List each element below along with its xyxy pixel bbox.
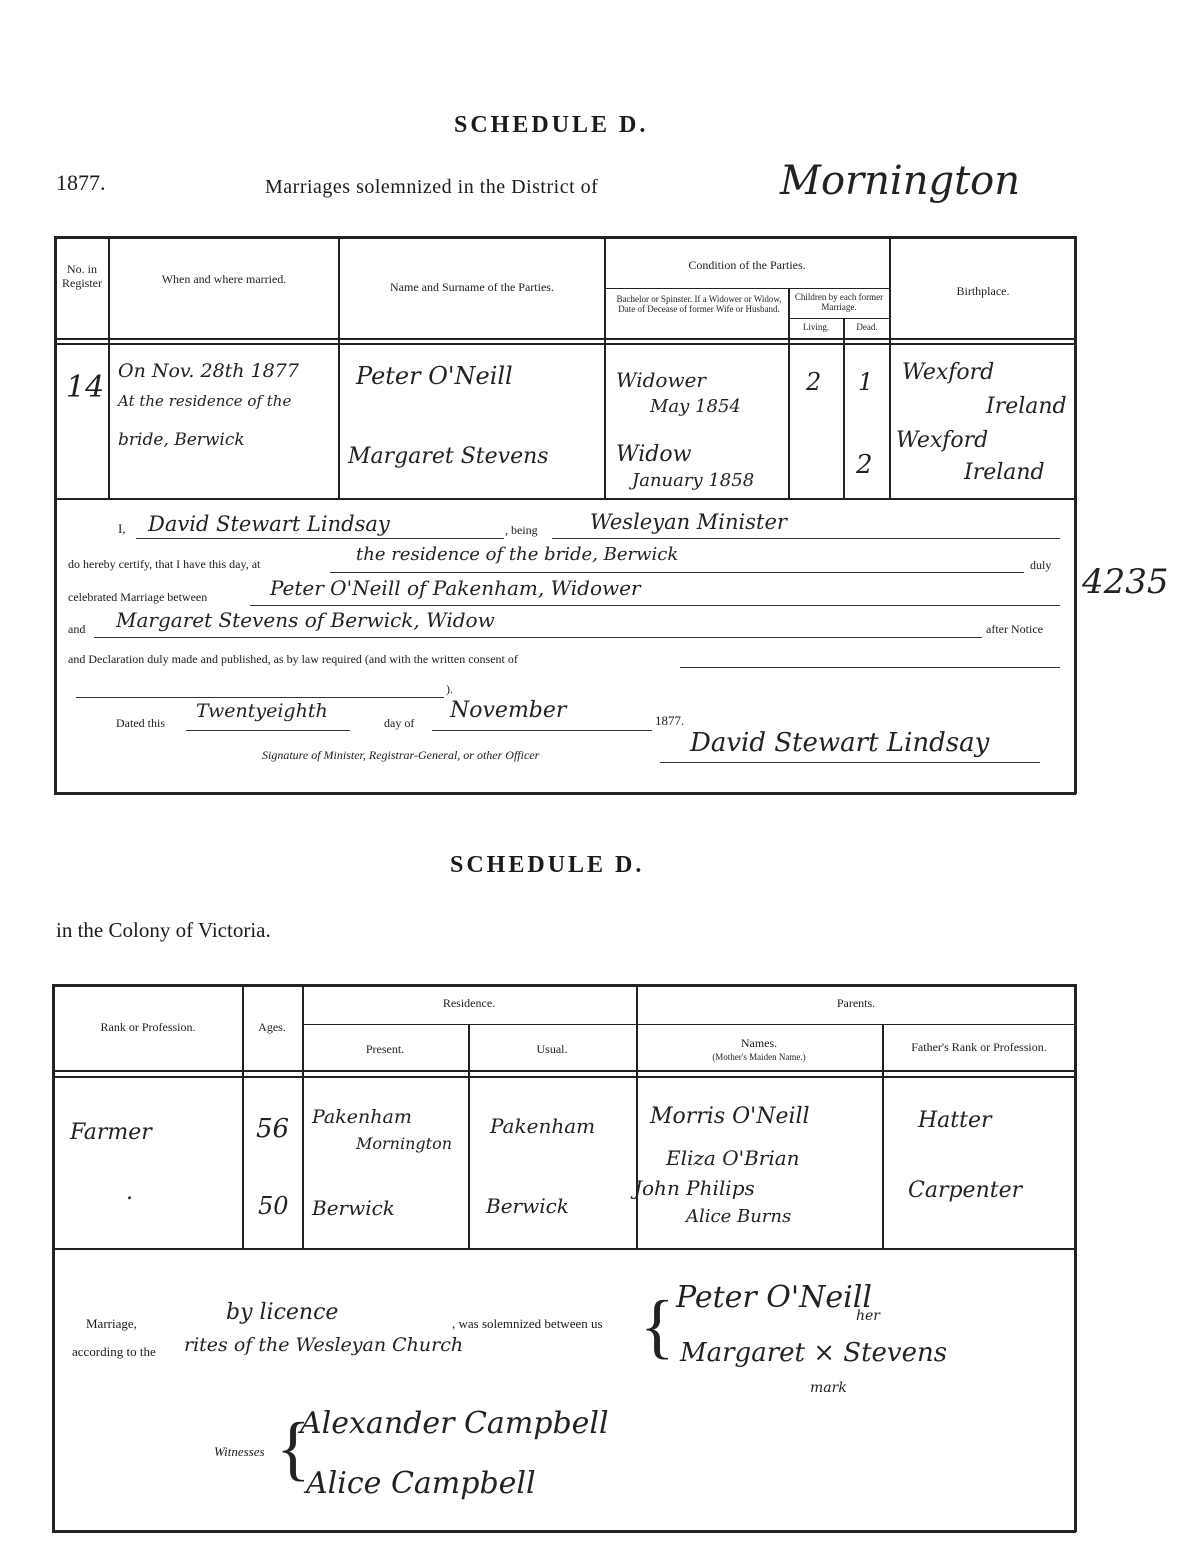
entry-bride-condition: Widow <box>616 442 692 467</box>
cert-signature: David Stewart Lindsay <box>690 728 990 758</box>
table2-right-border <box>1074 984 1077 1532</box>
col-header-condition: Condition of the Parties. <box>688 258 806 272</box>
row1-father-rank: Hatter <box>918 1108 992 1133</box>
entry-when-2: At the residence of the <box>118 392 292 410</box>
cert-do-hereby: do hereby certify, that I have this day, at <box>68 557 261 571</box>
entry-bride-birthplace-2: Ireland <box>964 460 1045 485</box>
marriage-label-1: Marriage, <box>86 1316 137 1331</box>
children-subheader-line <box>788 318 889 319</box>
cert-minister-name: David Stewart Lindsay <box>148 512 390 536</box>
col-header-names: Name and Surname of the Parties. <box>390 280 554 294</box>
parents-subheader-line <box>636 1024 1074 1025</box>
cert-line-7a <box>186 730 350 731</box>
row2-parent-1: John Philips <box>634 1176 755 1200</box>
margin-number: 4235 <box>1082 562 1169 602</box>
cert-day-of: day of <box>384 716 415 730</box>
cert-month-written: November <box>450 698 567 723</box>
table2-top-border <box>52 984 1076 987</box>
cert-duly: duly <box>1030 558 1052 572</box>
row2-usual: Berwick <box>486 1194 569 1218</box>
entry-when-1: On Nov. 28th 1877 <box>118 360 299 382</box>
cert-place: the residence of the bride, Berwick <box>356 544 679 565</box>
residence-subheader-line <box>302 1024 636 1025</box>
bride-mark: mark <box>810 1380 847 1396</box>
row1-parent-1: Morris O'Neill <box>650 1104 810 1129</box>
table1-top-border <box>54 236 1076 239</box>
cert-being: , being <box>505 523 538 537</box>
marriage-brace: { <box>640 1286 675 1366</box>
witnesses-brace: { <box>276 1408 311 1488</box>
cert-line-1b <box>552 538 1060 539</box>
cert-close-paren: ). <box>446 682 453 696</box>
col-divider-6 <box>889 236 891 498</box>
bride-her: her <box>856 1308 880 1324</box>
t2-header-ages: Ages. <box>258 1020 286 1034</box>
cert-line-2 <box>330 572 1024 573</box>
row1-usual: Pakenham <box>490 1114 596 1138</box>
cert-line-8 <box>660 762 1040 763</box>
col-header-bachelor: Bachelor or Spinster. If a Widower or Widow, Date of Decease of former Wife or Husband. <box>616 294 782 314</box>
t2-header-names-sub: (Mother's Maiden Name.) <box>712 1052 806 1062</box>
district-heading: Marriages solemnized in the District of <box>265 176 599 198</box>
col-header-no: No. in Register <box>62 262 102 290</box>
table2-header-bottom <box>52 1070 1076 1072</box>
col-divider-2 <box>338 236 340 498</box>
entry-groom-living: 2 <box>806 368 822 396</box>
marriage-by-licence: by licence <box>226 1300 339 1325</box>
cert-i: I, <box>118 521 126 536</box>
cert-declaration: and Declaration duly made and published, as by law required (and with the written consent of <box>68 652 518 666</box>
row1-rank: Farmer <box>70 1120 152 1145</box>
col-header-when-where: When and where married. <box>161 272 287 286</box>
cert-signature-caption: Signature of Minister, Registrar-General, or other Officer <box>262 748 540 762</box>
row2-father-rank: Carpenter <box>908 1178 1023 1203</box>
year-label: 1877. <box>56 170 106 195</box>
cert-day-written: Twentyeighth <box>196 700 328 722</box>
t2-header-names: Names. <box>740 1036 778 1050</box>
row2-age: 50 <box>258 1192 289 1220</box>
cert-line-6 <box>76 697 444 698</box>
entry-bride-birthplace-1: Wexford <box>896 428 989 453</box>
col-header-dead: Dead. <box>856 322 878 332</box>
table2-left-border <box>52 984 55 1532</box>
t2-header-parents: Parents. <box>836 996 876 1010</box>
entry-bride-name: Margaret Stevens <box>348 444 549 469</box>
cert-year-printed: 1877. <box>655 713 685 728</box>
cert-celebrated: celebrated Marriage between <box>68 590 208 604</box>
colony-heading: in the Colony of Victoria. <box>56 918 271 942</box>
row2-rank: . <box>126 1180 133 1205</box>
cert-party2: Margaret Stevens of Berwick, Widow <box>116 608 495 632</box>
table1-bottom-border <box>54 792 1076 795</box>
condition-subheader-line <box>604 288 889 289</box>
entry-groom-birthplace-2: Ireland <box>986 394 1067 419</box>
col-divider-5 <box>843 318 845 498</box>
table1-entry-bottom <box>54 498 1076 500</box>
entry-when-3: bride, Berwick <box>118 430 245 450</box>
entry-number: 14 <box>66 370 105 405</box>
col-header-birthplace: Birthplace. <box>956 284 1010 298</box>
cert-line-4 <box>94 637 982 638</box>
cert-after-notice: after Notice <box>986 622 1043 636</box>
marriage-solemnized: , was solemnized between us <box>452 1316 603 1331</box>
cert-and: and <box>68 622 86 636</box>
t2-col-divider-3 <box>468 1024 470 1248</box>
witness-1-signature: Alexander Campbell <box>300 1406 609 1441</box>
cert-line-7b <box>432 730 652 731</box>
row1-parent-2: Eliza O'Brian <box>666 1146 800 1170</box>
t2-header-father-rank: Father's Rank or Profession. <box>911 1040 1047 1054</box>
col-divider-3 <box>604 236 606 498</box>
t2-col-divider-5 <box>882 1024 884 1248</box>
entry-groom-condition-date: May 1854 <box>650 396 741 417</box>
entry-bride-dead: 2 <box>856 450 873 480</box>
t2-header-residence: Residence. <box>442 996 496 1010</box>
col-divider-4 <box>788 288 790 498</box>
witnesses-label: Witnesses <box>214 1444 265 1459</box>
cert-line-3 <box>250 605 1060 606</box>
district-value: Mornington <box>780 158 1020 204</box>
cert-party1: Peter O'Neill of Pakenham, Widower <box>270 576 641 600</box>
cert-line-1a <box>136 538 504 539</box>
row2-present-1: Berwick <box>312 1196 395 1220</box>
row1-age: 56 <box>256 1114 290 1144</box>
table1-header-bottom <box>54 338 1076 340</box>
schedule-title-bottom: SCHEDULE D. <box>450 852 645 878</box>
marriage-rites: rites of the Wesleyan Church <box>184 1334 464 1356</box>
table1-right-border <box>1074 236 1077 794</box>
groom-signature: Peter O'Neill <box>676 1280 872 1315</box>
table1-header-bottom2 <box>54 343 1076 345</box>
witness-2-signature: Alice Campbell <box>306 1466 536 1501</box>
row2-parent-2: Alice Burns <box>686 1206 792 1227</box>
t2-header-rank: Rank or Profession. <box>100 1020 196 1034</box>
entry-groom-dead: 1 <box>858 368 874 396</box>
table2-rows-bottom <box>52 1248 1076 1250</box>
row1-present-2: Mornington <box>356 1134 452 1153</box>
col-header-living: Living. <box>802 322 830 332</box>
col-header-children: Children by each former Marriage. <box>794 292 884 312</box>
entry-groom-birthplace-1: Wexford <box>902 360 995 385</box>
t2-header-usual: Usual. <box>536 1042 568 1056</box>
entry-groom-condition: Widower <box>616 368 706 392</box>
marriage-label-2: according to the <box>72 1344 156 1359</box>
table1-left-border <box>54 236 57 794</box>
cert-line-5 <box>680 667 1060 668</box>
entry-bride-condition-date: January 1858 <box>632 470 755 491</box>
table2-bottom-border <box>52 1530 1076 1533</box>
cert-minister-title: Wesleyan Minister <box>590 510 787 534</box>
t2-header-present: Present. <box>365 1042 405 1056</box>
table2-header-bottom2 <box>52 1076 1076 1078</box>
row1-present-1: Pakenham <box>312 1106 412 1128</box>
cert-dated-this: Dated this <box>116 716 165 730</box>
col-divider-1 <box>108 236 110 498</box>
entry-groom-name: Peter O'Neill <box>356 362 513 390</box>
bride-signature: Margaret × Stevens <box>680 1338 948 1368</box>
schedule-title-top: SCHEDULE D. <box>454 112 649 138</box>
